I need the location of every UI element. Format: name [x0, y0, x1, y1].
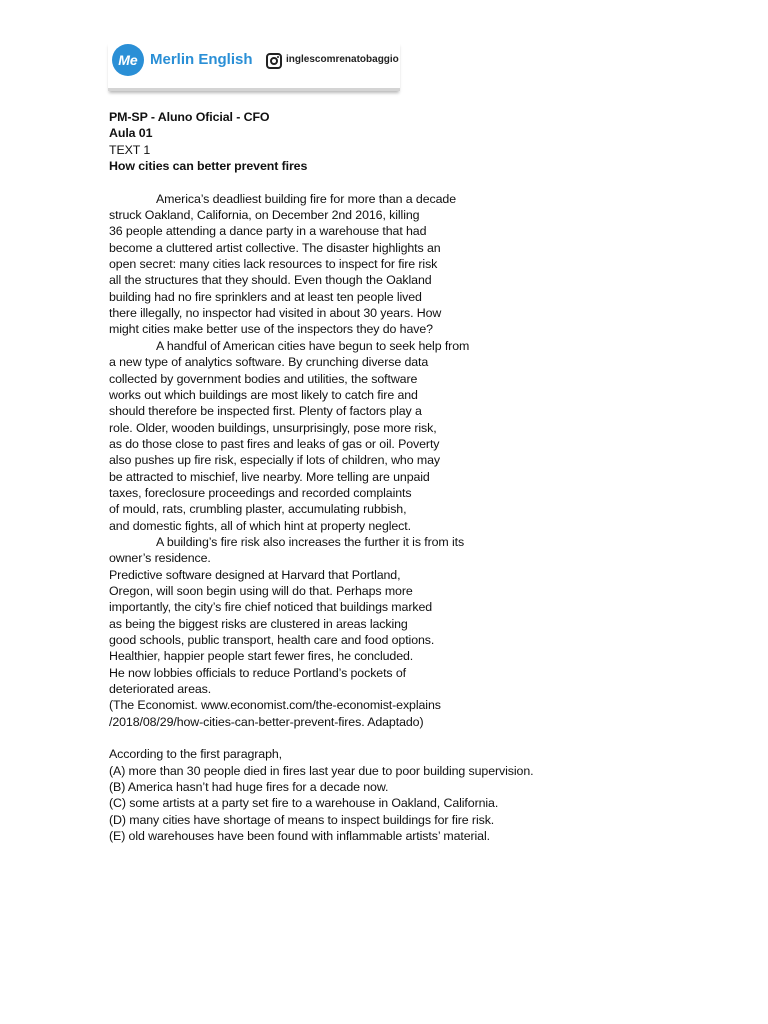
article-line: importantly, the city’s fire chief noticed that buildings marked — [109, 600, 433, 615]
article-line: works out which buildings are most likely to catch fire and — [109, 387, 418, 402]
answer-option: (D) many cities have shortage of means to inspect buildings for fire risk. — [109, 812, 495, 827]
article-line: taxes, foreclosure proceedings and recorded complaints — [109, 485, 412, 500]
article-line: deteriorated areas. — [109, 682, 212, 697]
header-banner — [108, 42, 400, 91]
article-line: all the structures that they should. Even though the Oakland — [109, 273, 432, 288]
exam-title: PM-SP - Aluno Oficial - CFO — [109, 110, 270, 124]
answer-option: (C) some artists at a party set fire to a warehouse in Oakland, California. — [109, 796, 499, 811]
article-line: role. Older, wooden buildings, unsurprisingly, pose more risk, — [109, 420, 437, 435]
article-line: Healthier, happier people start fewer fires, he concluded. — [109, 649, 414, 664]
article-line: be attracted to mischief, live nearby. More telling are unpaid — [109, 469, 430, 484]
article-line: might cities make better use of the inspectors they do have? — [109, 322, 433, 337]
article-line: /2018/08/29/how-cities-can-better-prevent-fires. Adaptado) — [109, 714, 424, 729]
article-line: He now lobbies officials to reduce Portland’s pockets of — [109, 665, 406, 680]
instagram-icon — [266, 53, 282, 69]
article-line: of mould, rats, crumbling plaster, accumulating rubbish, — [109, 502, 407, 517]
brand-name: Merlin English — [150, 51, 253, 68]
article-line: (The Economist. www.economist.com/the-economist-explains — [109, 698, 441, 713]
article-title: How cities can better prevent fires — [109, 159, 308, 174]
spacer — [109, 174, 709, 190]
article-line: there illegally, no inspector had visited in about 30 years. How — [109, 306, 442, 321]
article-line: a new type of analytics software. By crunching diverse data — [109, 355, 429, 370]
text-number: TEXT 1 — [109, 142, 151, 157]
article-line: Oregon, will soon begin using will do that. Perhaps more — [109, 583, 413, 598]
article-line: struck Oakland, California, on December 2nd 2016, killing — [109, 208, 420, 223]
spacer — [109, 730, 709, 746]
document-body — [109, 109, 709, 844]
article-line: collected by government bodies and utilities, the software — [109, 371, 418, 386]
article-line: also pushes up fire risk, especially if lots of children, who may — [109, 453, 440, 468]
article-text — [109, 191, 709, 730]
article-line: should therefore be inspected first. Plenty of factors play a — [109, 404, 422, 419]
article-line: A building’s fire risk also increases the further it is from its — [156, 534, 465, 549]
answer-options — [109, 763, 709, 845]
merlin-logo-icon: Me — [112, 44, 144, 76]
question-prompt: According to the first paragraph, — [109, 747, 283, 762]
answer-option: (A) more than 30 people died in fires last year due to poor building supervision. — [109, 763, 534, 778]
article-line: good schools, public transport, health care and food options. — [109, 633, 435, 647]
answer-option: (E) old warehouses have been found with inflammable artists’ material. — [109, 829, 490, 844]
article-line: owner’s residence. — [109, 551, 211, 566]
article-line: America’s deadliest building fire for more than a decade — [156, 191, 456, 206]
answer-option: (B) America hasn’t had huge fires for a decade now. — [109, 780, 389, 795]
article-line: become a cluttered artist collective. The disaster highlights an — [109, 240, 441, 255]
article-line: 36 people attending a dance party in a warehouse that had — [109, 224, 427, 239]
instagram-handle: inglescomrenatobaggio — [286, 54, 399, 65]
article-line: as do those close to past fires and leaks of gas or oil. Poverty — [109, 436, 440, 451]
lesson-label: Aula 01 — [109, 126, 153, 141]
article-line: open secret: many cities lack resources to inspect for fire risk — [109, 257, 438, 272]
article-line: and domestic fights, all of which hint at property neglect. — [109, 518, 411, 533]
article-line: building had no fire sprinklers and at least ten people lived — [109, 289, 422, 304]
article-line: as being the biggest risks are clustered in areas lacking — [109, 616, 408, 631]
article-line: A handful of American cities have begun to seek help from — [156, 338, 470, 353]
article-line: Predictive software designed at Harvard that Portland, — [109, 567, 401, 582]
